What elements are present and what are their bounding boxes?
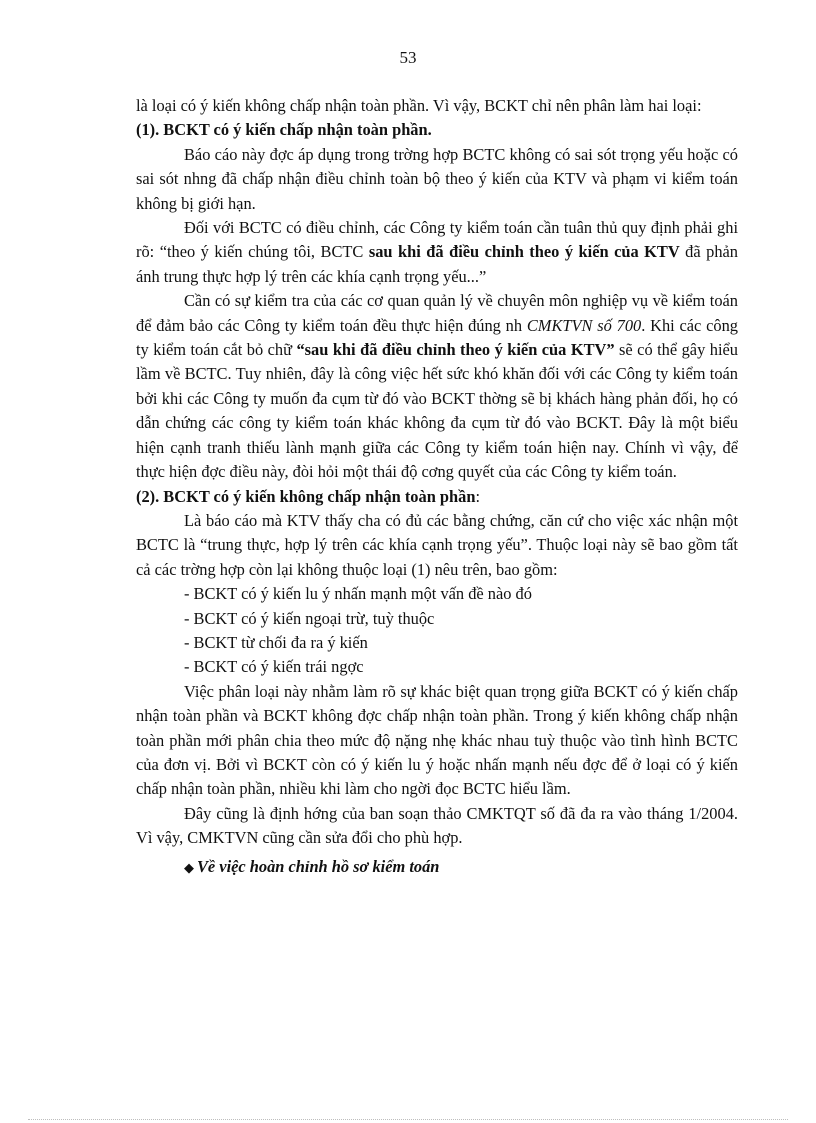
text-span: đã phản ánh trung thực hợp lý trên các khía cạnh trọng yếu...” [136, 242, 738, 286]
section-heading-audit-file [136, 855, 738, 880]
section-heading-text: Về việc hoàn chỉnh hồ sơ kiểm toán [197, 856, 440, 876]
list-item: - BCKT có ý kiến lu ý nhấn mạnh một vấn đề nào đó [184, 584, 532, 604]
paragraph-intro: là loại có ý kiến không chấp nhận toàn phần. Vì vậy, BCKT chỉ nên phân làm hai loại: [136, 96, 702, 115]
diamond-bullet-icon: ◆ [184, 859, 194, 875]
paragraph-orientation: Đây cũng là định hớng của ban soạn thảo CMKTQT số đã đa ra vào tháng 1/2004. Vì vậy, CMKTVN cũng cần sửa đổi cho phù hợp. [136, 803, 738, 848]
document-body [136, 94, 738, 880]
footer-divider [28, 1119, 788, 1120]
text-span: sẽ có thể gây hiểu lầm về BCTC. Tuy nhiên, đây là công việc hết sức khó khăn đối với các Công ty kiểm toán bởi khi các Công ty muốn đa cụm từ đó vào BCKT thờng sẽ bị khách hàng phản đối, họ có dẫn chứng các công ty kiểm toán khác không đa cụm từ đó vào BCKT. Đây là một biểu hiện cạnh tranh thiếu lành mạnh giữa các Công ty kiểm toán hiện nay. Chính vì vậy, để thực hiện đợc điều này, đòi hỏi một thái độ cơng quyết của các Công ty kiểm toán. [136, 340, 738, 482]
text-span: Cần có sự kiểm tra của các cơ quan quản lý về chuyên môn nghiệp vụ về kiểm toán để đảm bảo các Công ty kiểm toán đều thực hiện đúng nh [136, 291, 738, 335]
heading-text: (2). BCKT có ý kiến không chấp nhận toàn phần [136, 486, 476, 506]
paragraph-qualified-definition: Là báo cáo mà KTV thấy cha có đủ các bằng chứng, căn cứ cho việc xác nhận một BCTC là “trung thực, hợp lý trên các khía cạnh trọng yếu”. Thuộc loại này sẽ bao gồm tất cả các trờng hợp còn lại không thuộc loại (1) nêu trên, bao gồm: [136, 510, 738, 579]
bold-phrase: sau khi đã điều chỉnh theo ý kiến của KTV [368, 242, 680, 262]
heading-unqualified-opinion: (1). BCKT có ý kiến chấp nhận toàn phần. [136, 120, 432, 140]
heading-colon: : [475, 486, 481, 506]
text-span: Đối với BCTC có điều chỉnh, các Công ty kiểm toán cần tuân thủ quy định phải ghi rõ: “theo ý kiến chúng tôi, BCTC [136, 218, 738, 262]
paragraph-unqualified-definition: Báo cáo này đợc áp dụng trong trờng hợp BCTC không có sai sót trọng yếu hoặc có sai sót nhng đã chấp nhận điều chỉnh toàn bộ theo ý kiến của KTV và phạm vi kiểm toán không bị giới hạn. [136, 144, 738, 213]
list-item: - BCKT có ý kiến trái ngợc [184, 657, 364, 677]
list-item: - BCKT có ý kiến ngoại trừ, tuỳ thuộc [184, 608, 435, 628]
paragraph-adjusted-bctc [136, 216, 738, 289]
heading-qualified-opinion [136, 485, 738, 509]
text-span: . Khi các công ty kiểm toán cắt bỏ chữ [136, 315, 738, 360]
bold-phrase: “sau khi đã điều chỉnh theo ý kiến của KTV” [296, 340, 615, 360]
paragraph-inspection [136, 289, 738, 484]
italic-phrase: CMKTVN số 700 [526, 315, 642, 335]
page-number: 53 [399, 48, 417, 67]
list-item: - BCKT từ chối đa ra ý kiến [184, 632, 368, 652]
paragraph-classification: Việc phân loại này nhằm làm rõ sự khác biệt quan trọng giữa BCKT có ý kiến chấp nhận toàn phần và BCKT không đợc chấp nhận toàn phần. Trong ý kiến không chấp nhận toàn phần mới phân chia theo mức độ nặng nhẹ khác nhau tuỳ thuộc vào tình hình BCTC của đơn vị. Bởi vì BCKT còn có ý kiến lu ý hoặc nhấn mạnh nếu đợc để ở loại có ý kiến chấp nhận toàn phần, nhiều khi làm cho ngời đọc BCTC hiểu lầm. [136, 681, 738, 799]
